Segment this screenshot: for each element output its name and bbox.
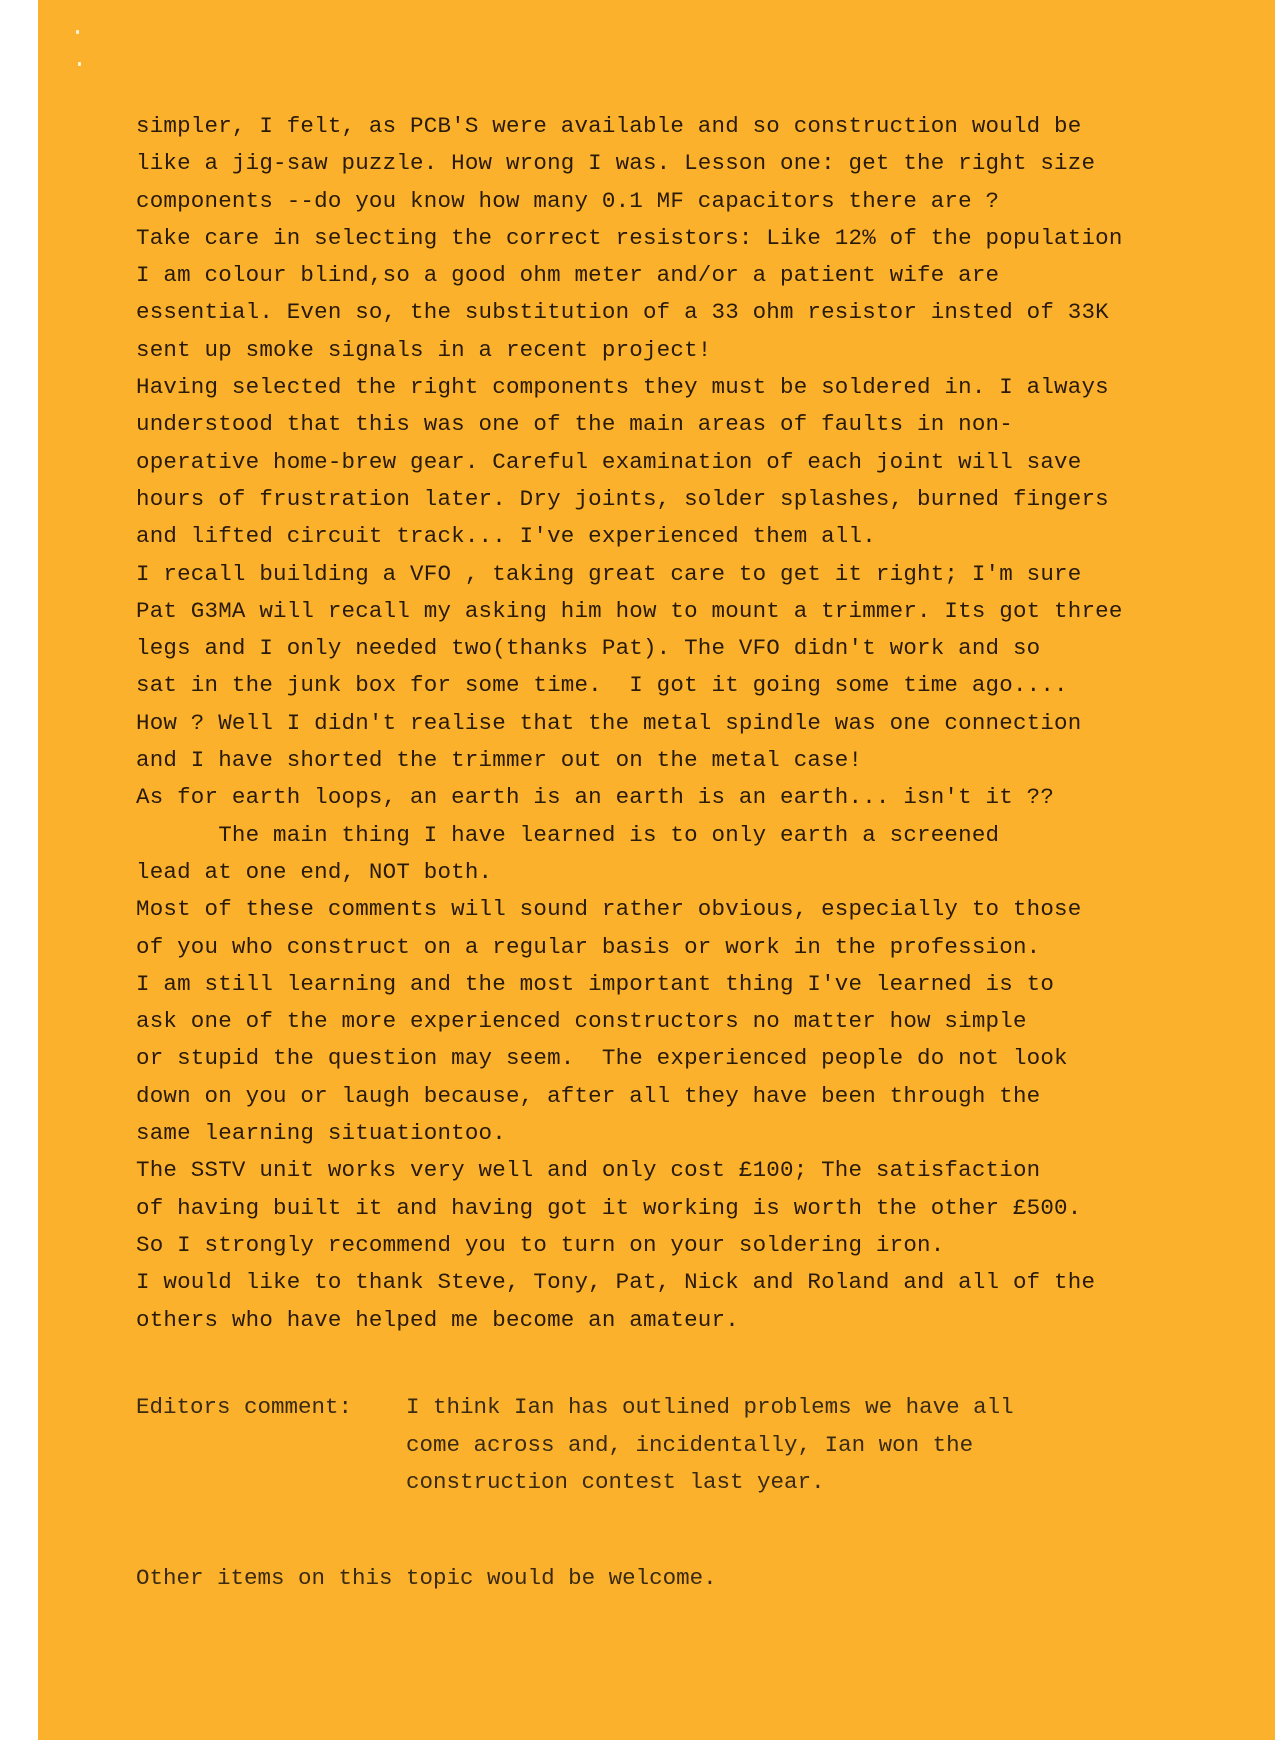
- text-line: and lifted circuit track... I've experienced them all.: [136, 523, 876, 550]
- text-line: components --do you know how many 0.1 MF capacitors there are ?: [136, 187, 1000, 214]
- text-line: of you who construct on a regular basis or work in the profession.: [136, 933, 1041, 960]
- text-line: As for earth loops, an earth is an earth is an earth... isn't it ??: [136, 784, 1055, 811]
- text-line: others who have helped me become an amateur.: [136, 1306, 739, 1333]
- text-line: operative home-brew gear. Careful examination of each joint will save: [136, 448, 1082, 475]
- text-line: understood that this was one of the main areas of faults in non-: [136, 411, 1013, 438]
- text-line: like a jig-saw puzzle. How wrong I was. Lesson one: get the right size: [136, 150, 1096, 177]
- paper-sheet: [38, 0, 1275, 1740]
- text-line: The SSTV unit works very well and only cost £100; The satisfaction: [136, 1157, 1041, 1184]
- text-line: Having selected the right components they must be soldered in. I always: [136, 374, 1109, 401]
- closing-line: Other items on this topic would be welcome.: [136, 1565, 717, 1591]
- editors-comment-line: construction contest last year.: [406, 1469, 825, 1495]
- text-line: and I have shorted the trimmer out on the metal case!: [136, 747, 863, 774]
- body-text: [136, 108, 1256, 1339]
- editors-comment-label: Editors comment:: [136, 1394, 353, 1420]
- text-line: Take care in selecting the correct resistors: Like 12% of the population: [136, 224, 1123, 251]
- editors-comment-line: I think Ian has outlined problems we have all: [406, 1394, 1014, 1420]
- text-line: legs and I only needed two(thanks Pat). The VFO didn't work and so: [136, 635, 1041, 662]
- text-line: essential. Even so, the substitution of a 33 ohm resistor insted of 33K: [136, 299, 1109, 326]
- text-line: sat in the junk box for some time. I got it going some time ago....: [136, 672, 1068, 699]
- text-line: I am still learning and the most important thing I've learned is to: [136, 970, 1055, 997]
- text-line: or stupid the question may seem. The experienced people do not look: [136, 1045, 1068, 1072]
- editors-comment-line: come across and, incidentally, Ian won the: [406, 1431, 974, 1458]
- text-line: hours of frustration later. Dry joints, solder splashes, burned fingers: [136, 485, 1109, 512]
- text-line: of having built it and having got it working is worth the other £500.: [136, 1194, 1082, 1221]
- text-line: The main thing I have learned is to only earth a screened: [136, 821, 1000, 848]
- text-line: So I strongly recommend you to turn on your soldering iron.: [136, 1231, 945, 1258]
- text-line: lead at one end, NOT both.: [136, 858, 493, 885]
- text-line: Pat G3MA will recall my asking him how to mount a trimmer. Its got three: [136, 597, 1123, 624]
- text-line: How ? Well I didn't realise that the metal spindle was one connection: [136, 709, 1082, 736]
- text-line: Most of these comments will sound rather obvious, especially to those: [136, 896, 1082, 923]
- text-line: same learning situationtoo.: [136, 1120, 506, 1147]
- editors-comment: [136, 1389, 1256, 1502]
- text-line: I am colour blind,so a good ohm meter and/or a patient wife are: [136, 262, 1000, 289]
- text-line: sent up smoke signals in a recent project!: [136, 336, 712, 363]
- text-line: simpler, I felt, as PCB'S were available and so construction would be: [136, 113, 1082, 139]
- text-line: down on you or laugh because, after all they have been through the: [136, 1082, 1041, 1109]
- text-line: ask one of the more experienced constructors no matter how simple: [136, 1008, 1027, 1035]
- text-line: I would like to thank Steve, Tony, Pat, Nick and Roland and all of the: [136, 1269, 1096, 1296]
- text-line: I recall building a VFO , taking great care to get it right; I'm sure: [136, 560, 1082, 587]
